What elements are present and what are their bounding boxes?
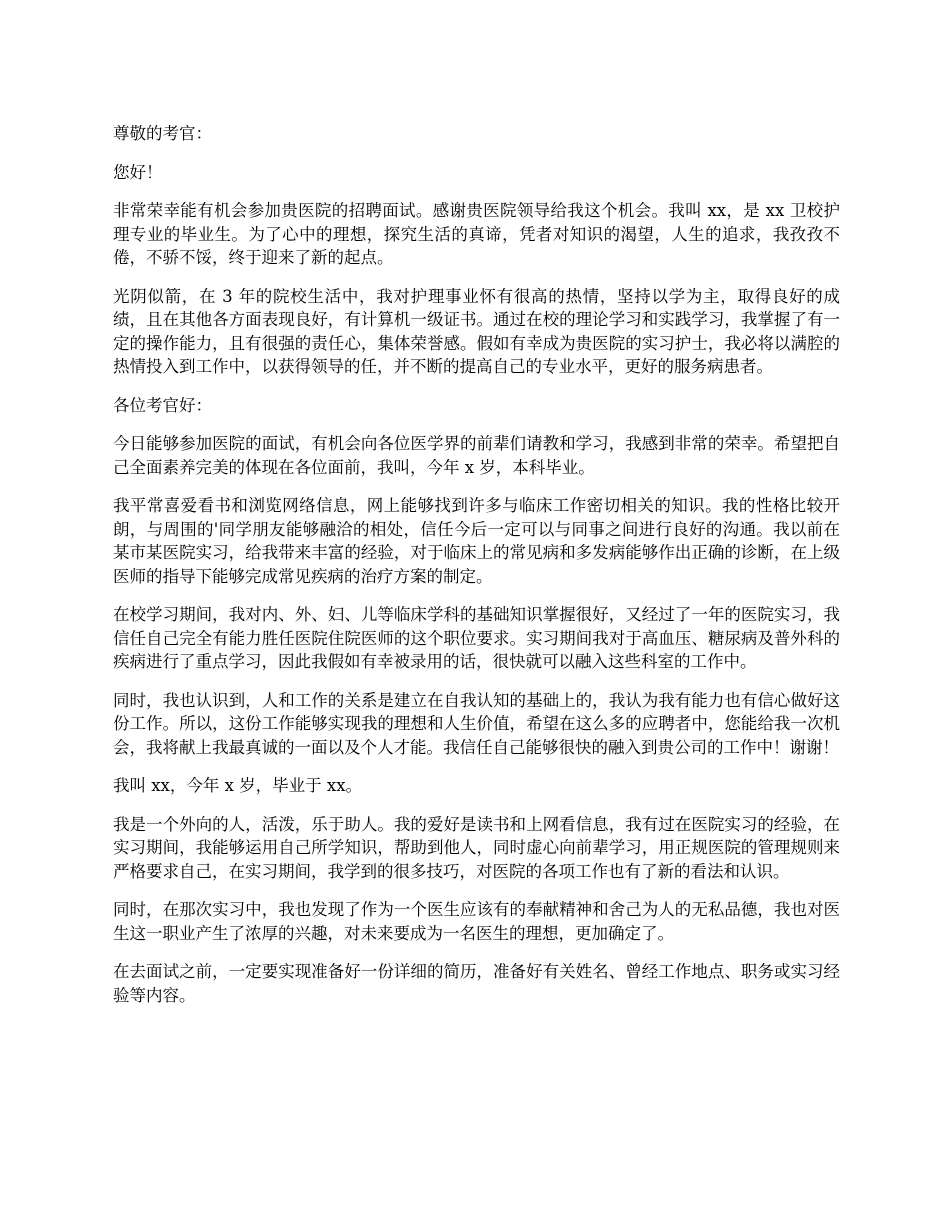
paragraph: 在去面试之前，一定要实现准备好一份详细的简历，准备好有关姓名、曾经工作地点、职务或实习经验等内容。: [113, 962, 840, 1005]
salutation: 尊敬的考官：: [113, 124, 212, 143]
paragraph: 在校学习期间，我对内、外、妇、儿等临床学科的基础知识掌握很好，又经过了一年的医院实习，我信任自己完全有能力胜任医院住院医师的这个职位要求。实习期间我对于高血压、糖尿病及普外科的疾病进行了重点学习，因此我假如有幸被录用的话，很快就可以融入这些科室的工作中。: [113, 605, 840, 671]
paragraph: 今日能够参加医院的面试，有机会向各位医学界的前辈们请教和学习，我感到非常的荣幸。希望把自己全面素养完美的体现在各位面前，我叫，今年 x 岁，本科毕业。: [113, 434, 840, 477]
salutation: 各位考官好：: [113, 395, 212, 415]
paragraph: 我是一个外向的人，活泼，乐于助人。我的爱好是读书和上网看信息，我有过在医院实习的经验，在实习期间，我能够运用自己所学知识，帮助到他人，同时虚心向前辈学习，用正规医院的管理规则来严格要求自己，在实习期间，我学到的很多技巧，对医院的各项工作也有了新的看法和认识。: [113, 814, 840, 881]
paragraph: 非常荣幸能有机会参加贵医院的招聘面试。感谢贵医院领导给我这个机会。我叫 xx，是 xx 卫校护理专业的毕业生。为了心中的理想，探究生活的真谛，凭者对知识的渴望，人生的追求，我孜孜不倦，不骄不馁，终于迎来了新的起点。: [113, 201, 840, 267]
greeting: 您好！: [113, 162, 163, 182]
paragraph: 同时，我也认识到，人和工作的关系是建立在自我认知的基础上的，我认为我有能力也有信心做好这份工作。所以，这份工作能够实现我的理想和人生价值，希望在这么多的应聘者中，您能给我一次机会，我将献上我最真诚的一面以及个人才能。我信任自己能够很快的融入到贵公司的工作中！谢谢！: [113, 690, 840, 757]
paragraph: 我叫 xx，今年 x 岁，毕业于 xx。: [113, 776, 363, 795]
paragraph: 同时，在那次实习中，我也发现了作为一个医生应该有的奉献精神和舍己为人的无私品德，我也对医生这一职业产生了浓厚的兴趣，对未来要成为一名医生的理想，更加确定了。: [113, 900, 840, 943]
paragraph: 我平常喜爱看书和浏览网络信息，网上能够找到许多与临床工作密切相关的知识。我的性格比较开朗，与周围的'同学朋友能够融洽的相处，信任今后一定可以与同事之间进行良好的沟通。我以前在某市某医院实习，给我带来丰富的经验，对于临床上的常见病和多发病能够作出正确的诊断，在上级医师的指导下能够完成常见疾病的治疗方案的制定。: [113, 496, 840, 586]
paragraph: 光阴似箭，在 3 年的院校生活中，我对护理事业怀有很高的热情，坚持以学为主，取得良好的成绩，且在其他各方面表现良好，有计算机一级证书。通过在校的理论学习和实践学习，我掌握了有一定的操作能力，且有很强的责任心，集体荣誉感。假如有幸成为贵医院的实习护士，我必将以满腔的热情投入到工作中，以获得领导的任，并不断的提高自己的专业水平，更好的服务病患者。: [113, 286, 840, 376]
document-body: [113, 122, 840, 1022]
